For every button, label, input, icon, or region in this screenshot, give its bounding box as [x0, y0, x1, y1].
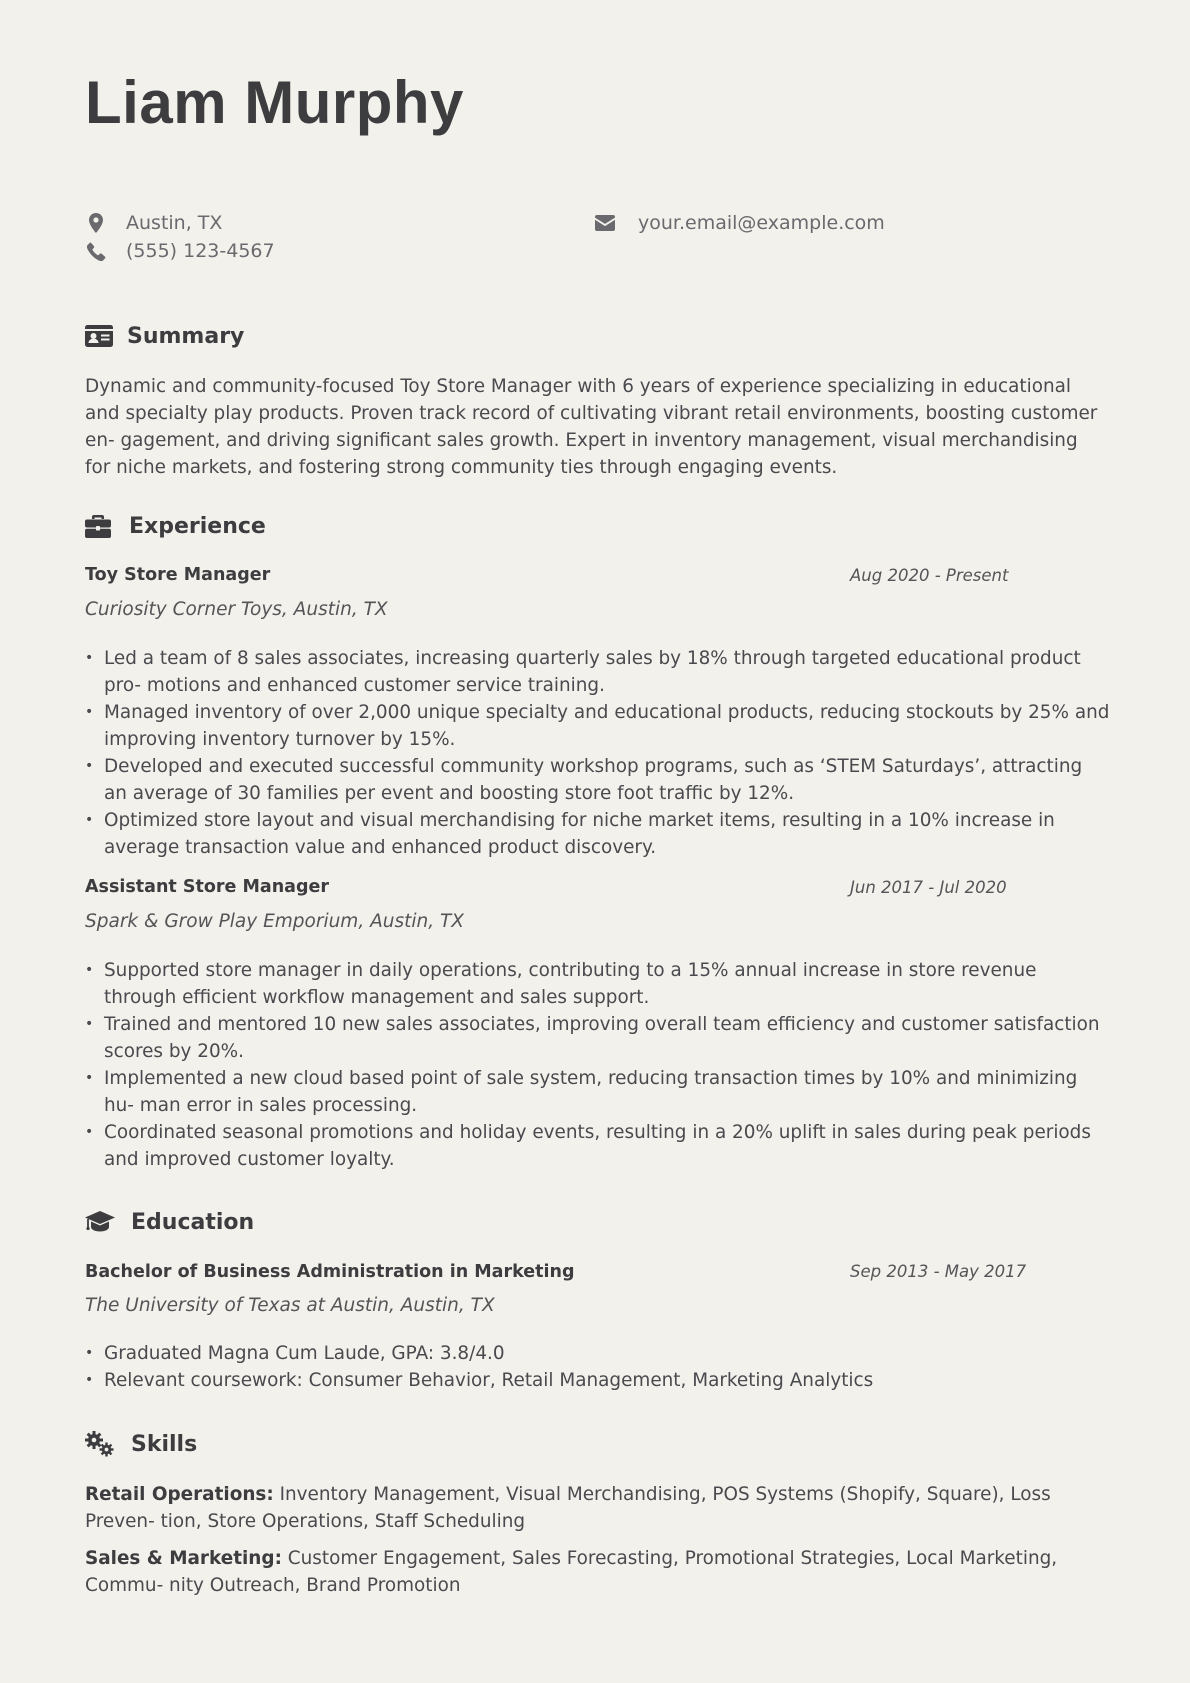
school-name: The University of Texas at Austin, Austin, TX: [85, 1295, 495, 1316]
briefcase-icon: [85, 512, 113, 540]
email-text: your.email@example.com: [638, 212, 885, 234]
education-heading: Education: [131, 1209, 255, 1235]
graduation-cap-icon: [85, 1208, 115, 1236]
skill-group: [85, 1481, 1105, 1535]
job-dates: Aug 2020 - Present: [850, 566, 1009, 585]
skill-group-label: Sales & Marketing:: [85, 1548, 282, 1569]
job-bullets: [85, 957, 1110, 1173]
education-bullet: • Relevant coursework: Consumer Behavior, Retail Management, Marketing Analytics: [85, 1367, 1110, 1394]
job-bullet: • Implemented a new cloud based point of sale system, reducing transaction times by 10% and minimizing hu- man error in sales processing.: [85, 1065, 1110, 1119]
degree-title: Bachelor of Business Administration in Marketing: [85, 1262, 575, 1282]
job-bullet: • Trained and mentored 10 new sales associates, improving overall team efficiency and customer satisfaction scores by 20%.: [85, 1011, 1110, 1065]
job-bullet: • Led a team of 8 sales associates, increasing quarterly sales by 18% through targeted educational product pro- motions and enhanced customer service training.: [85, 645, 1110, 699]
job-bullet: • Managed inventory of over 2,000 unique specialty and educational products, reducing stockouts by 25% and improving inventory turnover by 15%.: [85, 699, 1110, 753]
job-bullet: • Supported store manager in daily operations, contributing to a 15% annual increase in store revenue through efficient workflow management and sales support.: [85, 957, 1110, 1011]
envelope-icon: [594, 212, 616, 234]
job-company: Spark & Grow Play Emporium, Austin, TX: [85, 911, 464, 932]
education-bullet: • Graduated Magna Cum Laude, GPA: 3.8/4.0: [85, 1340, 1110, 1367]
contact-location: [85, 212, 222, 234]
contact-phone: [85, 240, 275, 262]
gears-icon: [85, 1430, 115, 1458]
job-title: Assistant Store Manager: [85, 877, 329, 897]
experience-heading: Experience: [129, 513, 266, 539]
job-bullets: [85, 645, 1110, 861]
job-title: Toy Store Manager: [85, 565, 271, 585]
job-company: Curiosity Corner Toys, Austin, TX: [85, 599, 388, 620]
job-bullet: • Developed and executed successful community workshop programs, such as ‘STEM Saturdays’, attracting an average of 30 families per event and boosting store foot traffic by 12%.: [85, 753, 1110, 807]
resume-name: Liam Murphy: [85, 69, 464, 136]
skill-group: [85, 1545, 1105, 1599]
skills-heading: Skills: [131, 1431, 198, 1457]
section-skills-title: [85, 1430, 197, 1458]
contact-email: [594, 212, 885, 234]
education-bullets: [85, 1340, 1110, 1394]
phone-text: (555) 123-4567: [126, 240, 275, 262]
id-card-icon: [85, 322, 113, 350]
phone-icon: [85, 240, 107, 262]
summary-text: Dynamic and community-focused Toy Store Manager with 6 years of experience specializing in educational and specialty play products. Proven track record of cultivating vibrant retail environments, boosting customer en- gagement, and driving significant sales growth. Expert in inventory management, visual merchandising for niche markets, and fostering strong community ties through engaging events.: [85, 376, 1098, 478]
summary-heading: Summary: [127, 323, 245, 349]
education-dates: Sep 2013 - May 2017: [850, 1262, 1027, 1281]
section-summary-title: [85, 322, 244, 350]
map-marker-icon: [85, 212, 107, 234]
skill-group-text: Customer Engagement, Sales Forecasting, Promotional Strategies, Local Marketing, Commu- nity Outreach, Brand Promotion: [85, 1548, 1058, 1596]
job-bullet: • Optimized store layout and visual merchandising for niche market items, resulting in a 10% increase in average transaction value and enhanced product discovery.: [85, 807, 1110, 861]
location-text: Austin, TX: [126, 212, 223, 234]
job-bullet: • Coordinated seasonal promotions and holiday events, resulting in a 20% uplift in sales during peak periods and improved customer loyalty.: [85, 1119, 1110, 1173]
section-education-title: [85, 1208, 254, 1236]
skill-group-label: Retail Operations:: [85, 1484, 274, 1505]
job-dates: Jun 2017 - Jul 2020: [850, 878, 1007, 897]
skill-group-text: Inventory Management, Visual Merchandising, POS Systems (Shopify, Square), Loss Preven- tion, Store Operations, Staff Scheduling: [85, 1484, 1051, 1532]
section-experience-title: [85, 512, 266, 540]
